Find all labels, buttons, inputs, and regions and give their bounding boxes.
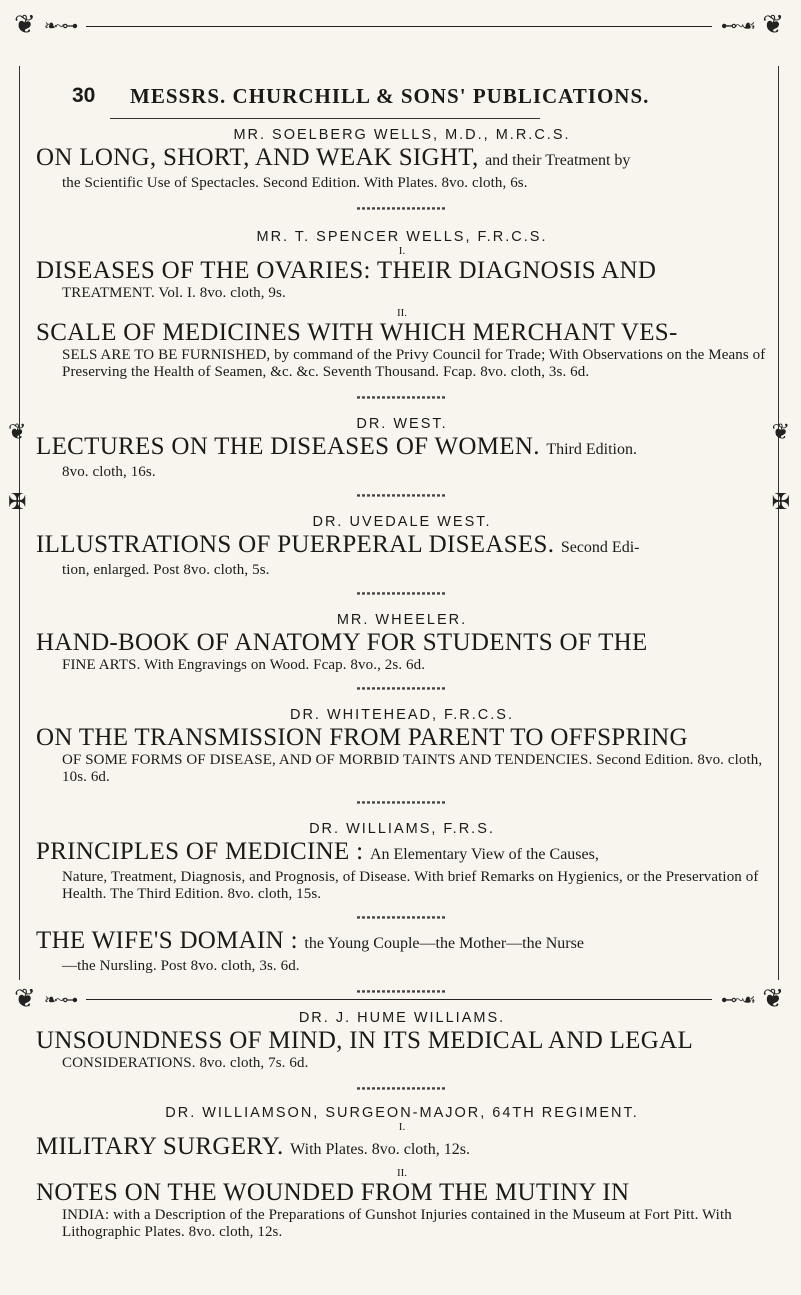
book-description: SELS ARE TO BE FURNISHED, by command of the Privy Council for Trade; With Observations on the Means of Preserving the Health of Seamen, &c. &c. Seventh Thousand. Fcap. 8vo. cloth, 3s. 6d. <box>62 347 766 380</box>
author-name: DR. J. HUME WILLIAMS. <box>298 1010 506 1026</box>
book-description: OF SOME FORMS OF DISEASE, AND OF MORBID TAINTS AND TENDENCIES. Second Edition. 8vo. cloth, 10s. 6d. <box>62 752 763 785</box>
section-divider <box>357 204 447 212</box>
author-section <box>36 611 768 674</box>
section-divider <box>357 987 447 995</box>
book-title: UNSOUNDNESS OF MIND, IN ITS MEDICAL AND LEGAL <box>36 1027 694 1054</box>
side-ornament-icon: ✠ <box>8 489 27 514</box>
book-description: 8vo. cloth, 16s. <box>62 464 156 480</box>
book-title: PRINCIPLES OF MEDICINE : An Elementary View of the Causes, <box>36 838 599 865</box>
book-description: INDIA: with a Description of the Preparations of Gunshot Injuries contained in the Museum at Fort Pitt. With Lithographic Plates. 8vo. cloth, 12s. <box>62 1207 732 1240</box>
author-name: MR. T. SPENCER WELLS, F.R.C.S. <box>256 229 548 245</box>
book-description: Nature, Treatment, Diagnosis, and Prognosis, of Disease. With brief Remarks on Hygienics, or the Preservation of Health. The Third Edition. 8vo. cloth, 15s. <box>62 869 759 902</box>
book-description: FINE ARTS. With Engravings on Wood. Fcap. 8vo., 2s. 6d. <box>62 657 426 673</box>
book-entry <box>36 1133 768 1164</box>
author-section <box>36 228 768 381</box>
book-title: ILLUSTRATIONS OF PUERPERAL DISEASES. Second Edi- <box>36 531 640 558</box>
book-description: CONSIDERATIONS. 8vo. cloth, 7s. 6d. <box>62 1055 309 1071</box>
header-rule <box>110 118 540 119</box>
catalogue-list <box>36 126 768 1241</box>
section-divider <box>357 491 447 499</box>
corner-ornament-icon: ❦ <box>14 10 36 39</box>
book-entry <box>36 1027 768 1072</box>
book-title: LECTURES ON THE DISEASES OF WOMEN. Third Edition. <box>36 433 637 460</box>
book-title: THE WIFE'S DOMAIN : the Young Couple—the Mother—the Nurse <box>36 927 584 954</box>
author-name: DR. WILLIAMS, F.R.S. <box>309 821 495 837</box>
author-section <box>36 513 768 579</box>
author-section <box>36 820 768 975</box>
book-entry <box>36 927 768 975</box>
corner-ornament-icon: ❦ <box>762 10 784 39</box>
flourish-icon: ❧~⊶ <box>44 992 77 1009</box>
section-divider <box>357 798 447 806</box>
author-section <box>36 126 768 192</box>
book-entry <box>36 838 768 903</box>
section-divider <box>357 1084 447 1092</box>
flourish-icon: ⊷~☙ <box>721 18 754 35</box>
book-title: ON LONG, SHORT, AND WEAK SIGHT, and their Treatment by <box>36 144 631 171</box>
section-divider <box>357 684 447 692</box>
left-border-rule <box>19 66 20 980</box>
book-description: —the Nursling. Post 8vo. cloth, 3s. 6d. <box>62 958 300 974</box>
book-title: DISEASES OF THE OVARIES: THEIR DIAGNOSIS AND <box>36 257 657 284</box>
book-description: the Scientific Use of Spectacles. Second Edition. With Plates. 8vo. cloth, 6s. <box>62 175 528 191</box>
volume-numeral: II. <box>396 1167 408 1179</box>
section-divider <box>357 913 447 921</box>
side-ornament-icon: ❦ <box>771 419 790 444</box>
book-title: MILITARY SURGERY. With Plates. 8vo. cloth, 12s. <box>36 1133 470 1160</box>
right-border-rule <box>778 66 779 980</box>
top-border-rule <box>86 26 712 27</box>
corner-ornament-icon: ❦ <box>14 984 36 1013</box>
book-entry <box>36 629 768 674</box>
author-name: MR. WHEELER. <box>336 612 468 628</box>
volume-numeral: II. <box>396 307 408 319</box>
running-title: MESSRS. CHURCHILL & SONS' PUBLICATIONS. <box>130 84 650 108</box>
author-name: MR. SOELBERG WELLS, M.D., M.R.C.S. <box>233 127 571 143</box>
book-entry <box>36 531 768 579</box>
author-section <box>36 1009 768 1072</box>
author-section <box>36 415 768 481</box>
book-entry <box>36 433 768 481</box>
book-title: ON THE TRANSMISSION FROM PARENT TO OFFSPRING <box>36 724 688 751</box>
flourish-icon: ⊷~☙ <box>721 992 754 1009</box>
page-number: 30 <box>72 84 96 107</box>
book-entry <box>36 319 768 381</box>
book-entry <box>36 144 768 192</box>
flourish-icon: ❧~⊶ <box>44 18 77 35</box>
section-divider <box>357 393 447 401</box>
author-section <box>36 1104 768 1241</box>
author-name: DR. WILLIAMSON, SURGEON-MAJOR, 64TH REGIMENT. <box>165 1105 639 1121</box>
book-title: SCALE OF MEDICINES WITH WHICH MERCHANT VES- <box>36 319 678 346</box>
book-title: HAND-BOOK OF ANATOMY FOR STUDENTS OF THE <box>36 629 648 656</box>
author-name: DR. UVEDALE WEST. <box>312 514 492 530</box>
section-divider <box>357 589 447 597</box>
book-description: tion, enlarged. Post 8vo. cloth, 5s. <box>62 562 270 578</box>
side-ornament-icon: ✠ <box>771 489 790 514</box>
author-section <box>36 706 768 786</box>
author-name: DR. WHITEHEAD, F.R.C.S. <box>289 707 515 723</box>
book-entry <box>36 257 768 302</box>
side-ornament-icon: ❦ <box>8 419 27 444</box>
corner-ornament-icon: ❦ <box>762 984 784 1013</box>
book-description: TREATMENT. Vol. I. 8vo. cloth, 9s. <box>62 285 286 301</box>
volume-numeral: I. <box>398 1121 406 1133</box>
volume-numeral: I. <box>398 245 406 257</box>
book-entry <box>36 1179 768 1241</box>
author-name: DR. WEST. <box>356 416 448 432</box>
book-entry <box>36 724 768 786</box>
book-title: NOTES ON THE WOUNDED FROM THE MUTINY IN <box>36 1179 630 1206</box>
